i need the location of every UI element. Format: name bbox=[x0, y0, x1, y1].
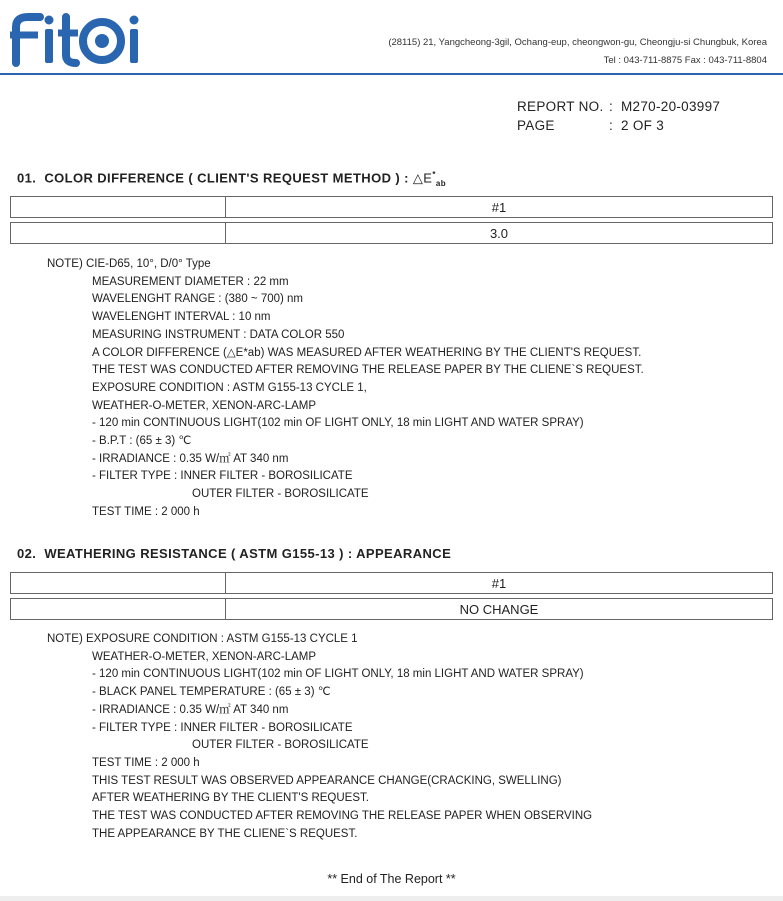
end-of-report: ** End of The Report ** bbox=[327, 872, 456, 886]
note-line: TEST TIME : 2 000 h bbox=[92, 756, 200, 769]
table-header-sample: #1 bbox=[226, 197, 773, 218]
note-line: - BLACK PANEL TEMPERATURE : (65 ± 3) ℃ bbox=[92, 686, 331, 699]
page-value: 2 OF 3 bbox=[621, 118, 665, 133]
fitei-logo bbox=[10, 11, 150, 67]
page-bottom-edge bbox=[0, 896, 783, 901]
report-no-label: REPORT NO. bbox=[517, 99, 604, 114]
header-divider bbox=[0, 73, 783, 75]
note-line: - 120 min CONTINUOUS LIGHT(102 min OF LIGHT ONLY, 18 min LIGHT AND WATER SPRAY) bbox=[92, 417, 584, 430]
company-address bbox=[388, 34, 767, 70]
note-line: A COLOR DIFFERENCE (△E*ab) WAS MEASURED AFTER WEATHERING BY THE CLIENT'S REQUEST. bbox=[92, 346, 642, 359]
delta-e-sub: ab bbox=[435, 178, 446, 188]
section2-number: 02. bbox=[17, 546, 37, 561]
note-line: NOTE) EXPOSURE CONDITION : ASTM G155-13 CYCLE 1 bbox=[47, 633, 358, 645]
section2-title: WEATHERING RESISTANCE ( ASTM G155-13 ) : APPEARANCE bbox=[44, 546, 452, 561]
table-header-row bbox=[11, 573, 773, 594]
delta-e-symbol: △E bbox=[412, 170, 433, 186]
table-row-value: NO CHANGE bbox=[226, 599, 773, 620]
note-line: - FILTER TYPE : INNER FILTER - BOROSILICATE bbox=[92, 721, 353, 734]
section1-title: COLOR DIFFERENCE ( CLIENT'S REQUEST METHOD ) : bbox=[44, 170, 409, 186]
note-line: - IRRADIANCE : 0.35 W/㎡ AT 340 nm bbox=[92, 703, 289, 716]
section2-note bbox=[47, 631, 592, 843]
section2-table bbox=[10, 572, 773, 620]
table-row-value: 3.0 bbox=[226, 223, 773, 244]
table-row-label bbox=[11, 599, 226, 620]
note-line: MEASURING INSTRUMENT : DATA COLOR 550 bbox=[92, 328, 345, 341]
section2-heading bbox=[17, 546, 451, 561]
table-row bbox=[11, 223, 773, 244]
note-line: NOTE) CIE-D65, 10°, D/0° Type bbox=[47, 258, 211, 270]
table-row-label bbox=[11, 223, 226, 244]
note-line: WEATHER-O-METER, XENON-ARC-LAMP bbox=[92, 650, 317, 663]
note-line: THE TEST WAS CONDUCTED AFTER REMOVING THE RELEASE PAPER BY THE CLIENE`S REQUEST. bbox=[92, 364, 644, 377]
note-line: WAVELENGHT RANGE : (380 ~ 700) nm bbox=[92, 293, 304, 306]
note-line: - IRRADIANCE : 0.35 W/㎡ AT 340 nm bbox=[92, 452, 289, 465]
note-line: WEATHER-O-METER, XENON-ARC-LAMP bbox=[92, 399, 317, 412]
note-line: - B.P.T : (65 ± 3) ℃ bbox=[92, 435, 192, 448]
section1-heading bbox=[17, 170, 446, 188]
delta-e-sup: * bbox=[432, 170, 436, 179]
note-line: THE TEST WAS CONDUCTED AFTER REMOVING THE RELEASE PAPER WHEN OBSERVING bbox=[92, 810, 593, 823]
note-line: WAVELENGHT INTERVAL : 10 nm bbox=[92, 311, 271, 324]
section1-note bbox=[47, 256, 644, 522]
table-header-sample: #1 bbox=[226, 573, 773, 594]
note-line: - FILTER TYPE : INNER FILTER - BOROSILICATE bbox=[92, 470, 353, 483]
note-line: TEST TIME : 2 000 h bbox=[92, 505, 200, 518]
note-line: OUTER FILTER - BOROSILICATE bbox=[192, 488, 369, 501]
table-header-row bbox=[11, 197, 773, 218]
note-line: OUTER FILTER - BOROSILICATE bbox=[192, 739, 369, 752]
section1-number: 01. bbox=[17, 170, 37, 186]
note-line: THIS TEST RESULT WAS OBSERVED APPEARANCE CHANGE(CRACKING, SWELLING) bbox=[92, 774, 562, 787]
note-line: MEASUREMENT DIAMETER : 22 mm bbox=[92, 275, 289, 288]
note-line: EXPOSURE CONDITION : ASTM G155-13 CYCLE 1, bbox=[92, 381, 367, 394]
tel-fax-line: Tel : 043-711-8875 Fax : 043-711-8804 bbox=[603, 55, 767, 66]
report-meta: REPORT NO. : M270-20-03997 PAGE : 2 OF 3 bbox=[517, 99, 721, 133]
note-line: THE APPEARANCE BY THE CLIENE`S REQUEST. bbox=[92, 827, 358, 840]
table-header-label bbox=[11, 573, 226, 594]
section1-table bbox=[10, 196, 773, 244]
report-no-value: M270-20-03997 bbox=[621, 99, 721, 114]
table-header-label bbox=[11, 197, 226, 218]
note-line: - 120 min CONTINUOUS LIGHT(102 min OF LIGHT ONLY, 18 min LIGHT AND WATER SPRAY) bbox=[92, 668, 584, 681]
note-line: AFTER WEATHERING BY THE CLIENT'S REQUEST. bbox=[92, 792, 369, 805]
address-line: (28115) 21, Yangcheong-3gil, Ochang-eup, cheongwon-gu, Cheongju-si Chungbuk, Korea bbox=[388, 37, 767, 48]
page-label: PAGE bbox=[517, 118, 555, 133]
table-row bbox=[11, 599, 773, 620]
